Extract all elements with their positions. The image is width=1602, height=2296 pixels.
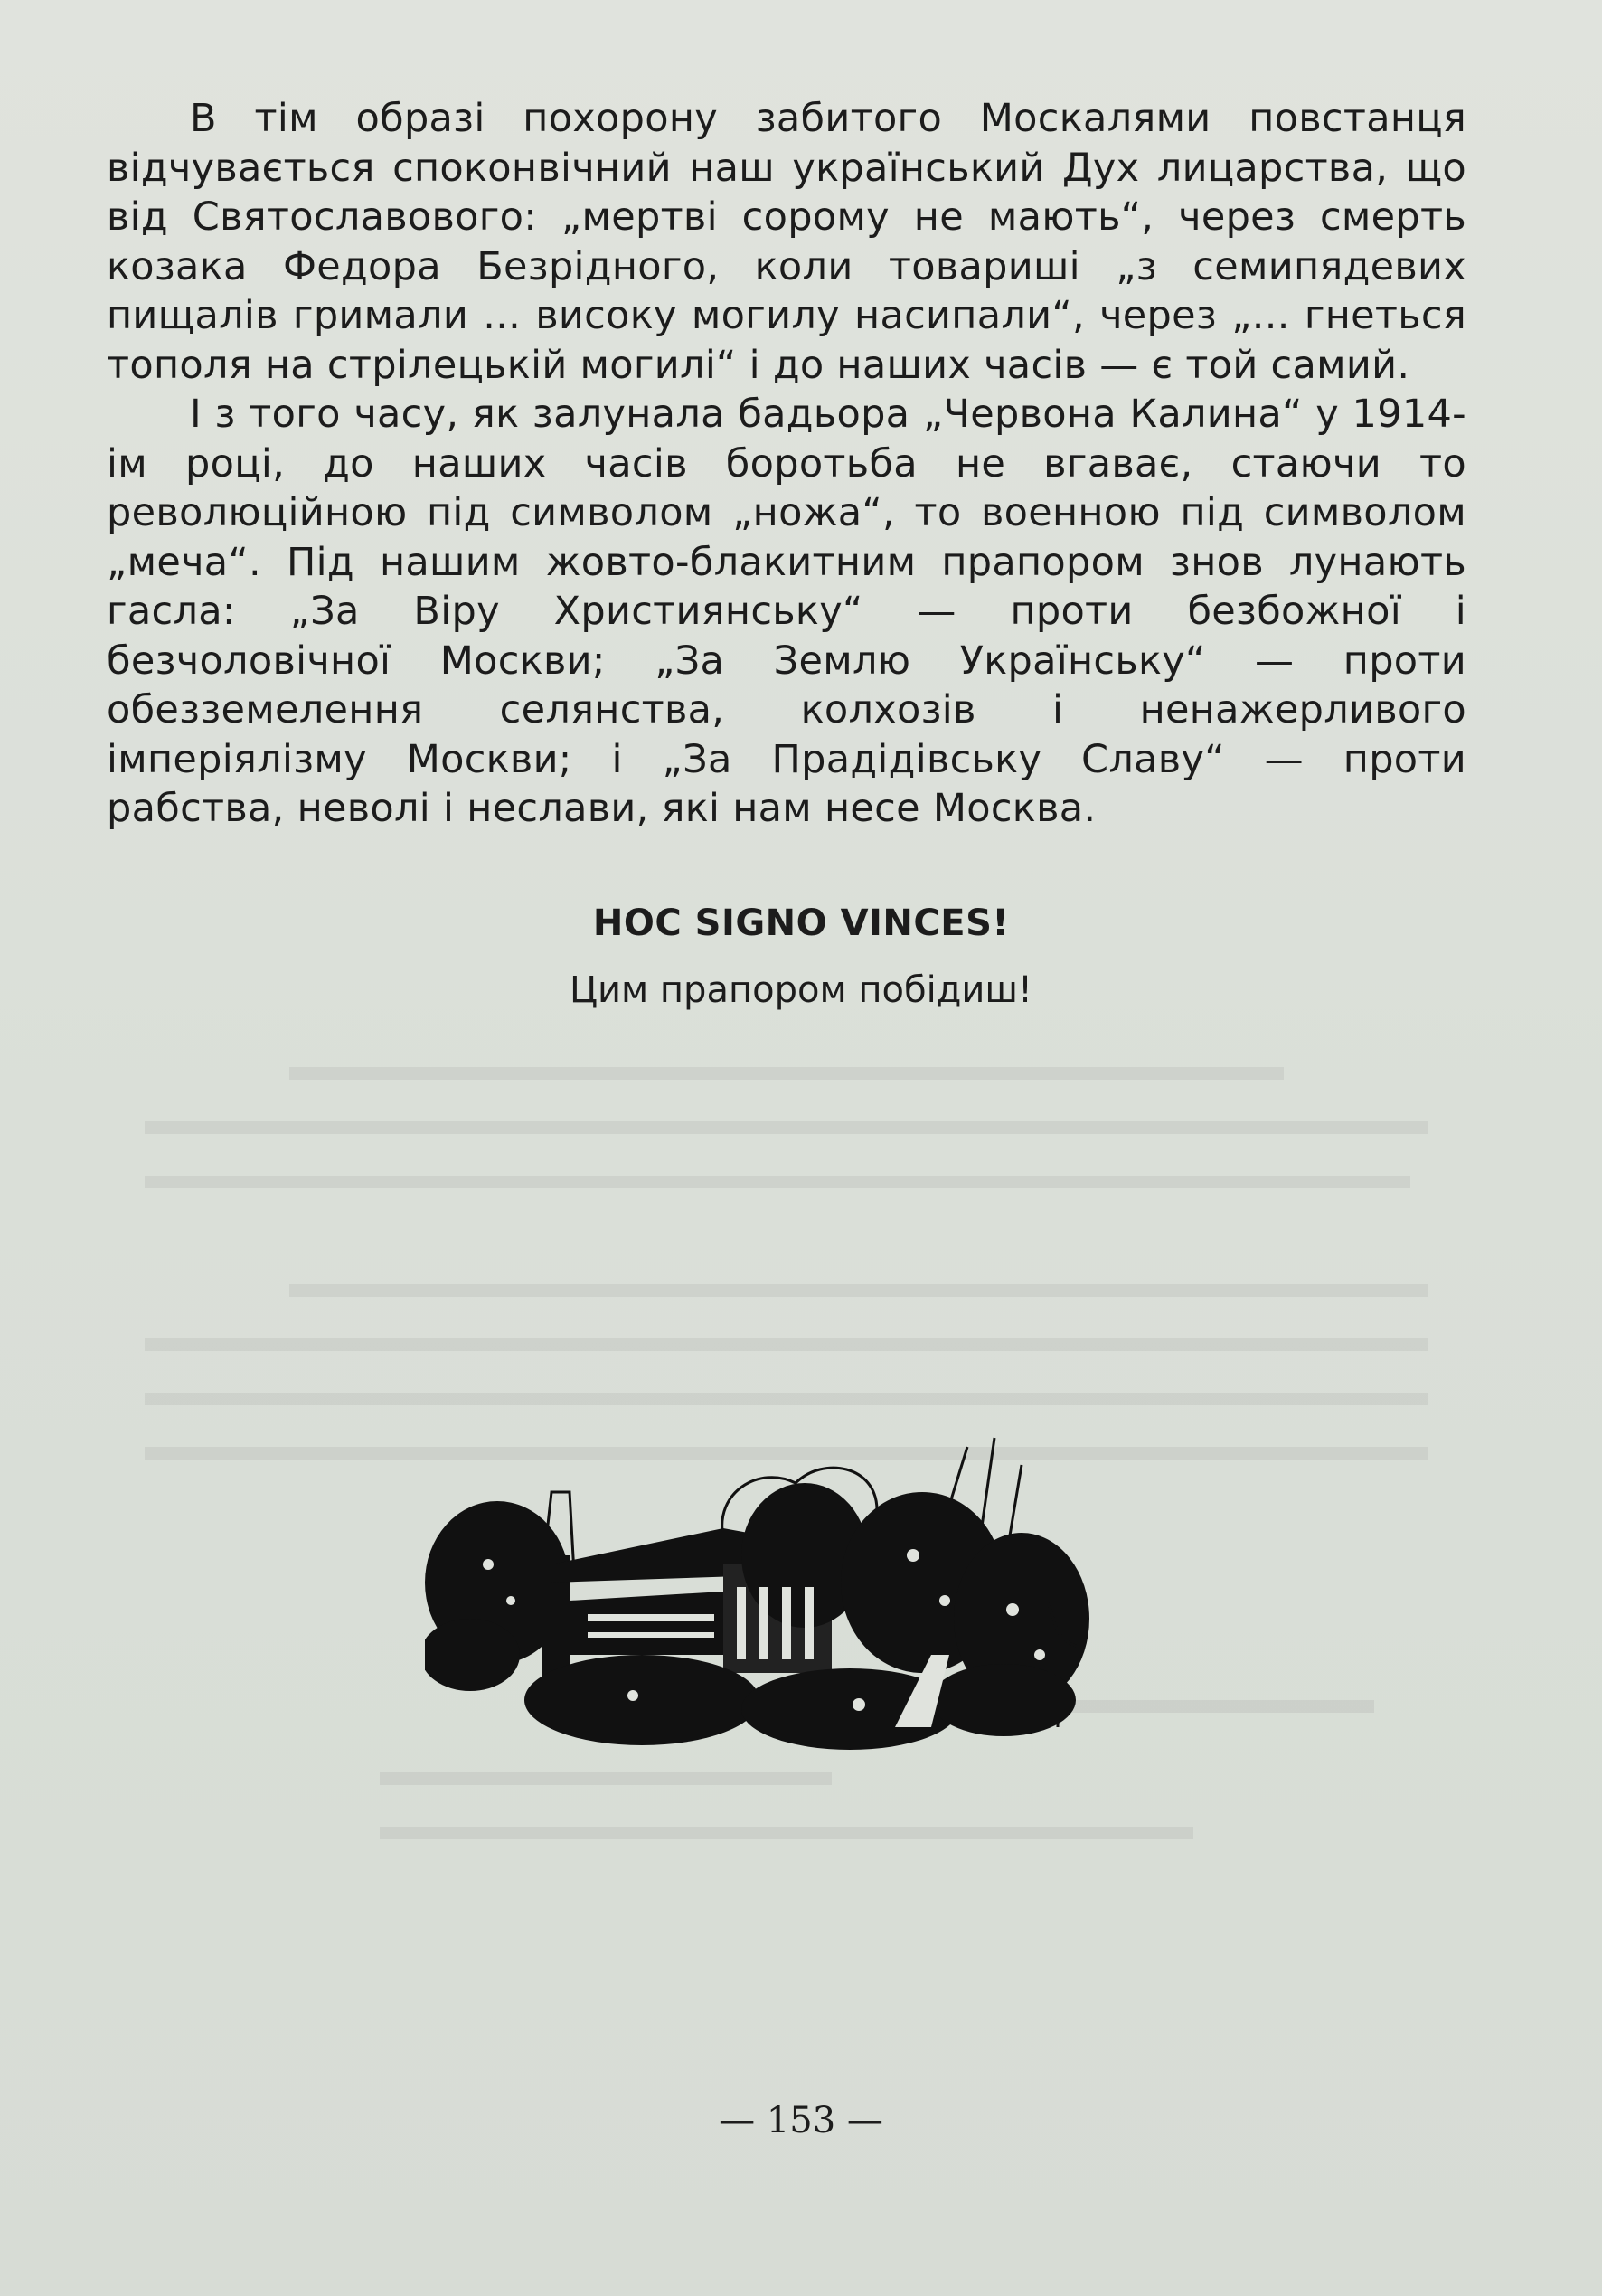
- paragraph-1: В тім образі похорону забитого Москалями повстанця відчувається споконвічний наш український Дух лицарства, що від Святославового: „мертві сорому не мають“, через смерть козака Федора Безрідного, коли товариші „з семипядевих пищалів гримали ... високу могилу насипали“, через „... гнеться тополя на стрілецькій могилі“ і до наших часів — є той самий.: [107, 96, 1466, 388]
- motto-translation: Цим прапором побідиш!: [569, 969, 1033, 1011]
- country-house-vignette-icon: [425, 1429, 1094, 1754]
- motto-latin: HOC SIGNO VINCES!: [592, 902, 1010, 944]
- page-number: — 153 —: [719, 2100, 883, 2141]
- body-text: [107, 94, 1466, 834]
- paragraph-2: І з того часу, як залунала бадьора „Червона Калина“ у 1914-ім році, до наших часів боротьба не вгаває, стаючи то революційною під символом „ножа“, то военною під символом „меча“. Під нашим жовто-блакитним прапором знов лунають гасла: „За Віру Християнську“ — проти безбожної і безчоловічної Москви; „За Землю Українську“ — проти обезземелення селянства, колхозів і ненажерливого імперіялізму Москви; і „За Прадідівську Славу“ — проти рабства, неволі і неслави, які нам несе Москва.: [107, 392, 1466, 831]
